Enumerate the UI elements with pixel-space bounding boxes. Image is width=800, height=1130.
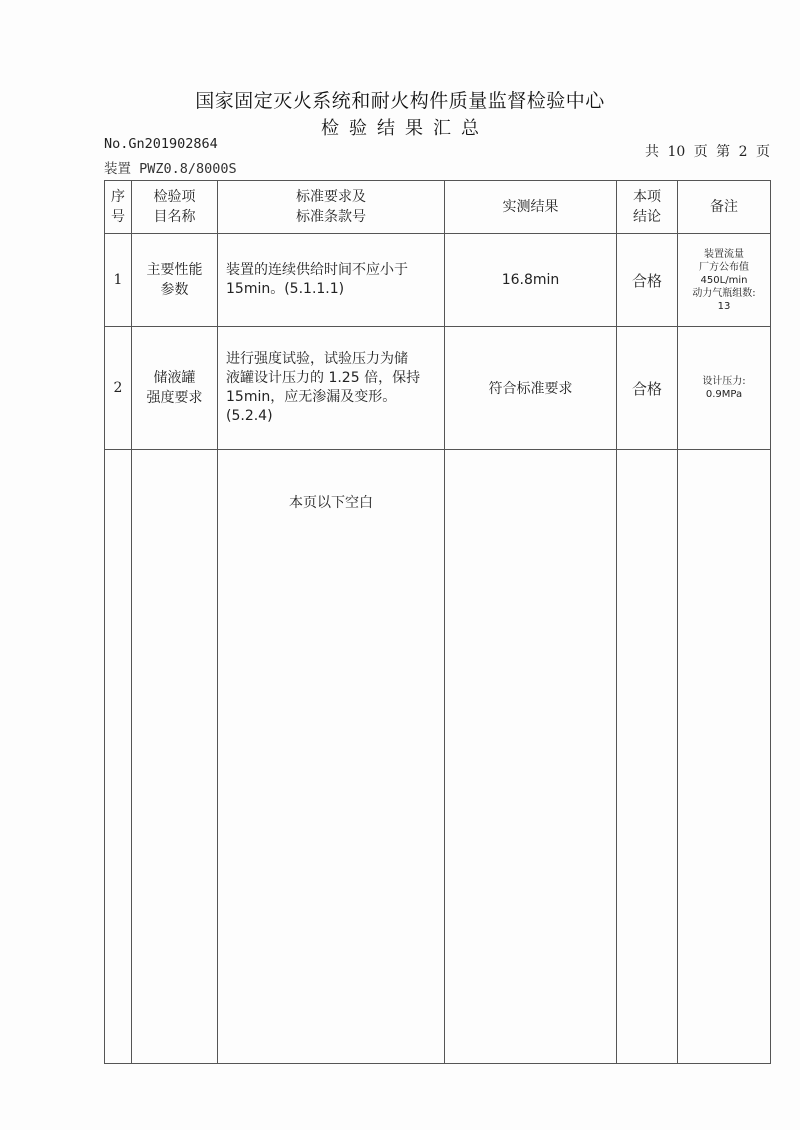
row-conclusion: 合格 xyxy=(617,234,678,327)
row-note: 设计压力: 0.9MPa xyxy=(678,327,771,450)
row-seq: 2 xyxy=(105,327,132,450)
row-result: 16.8min xyxy=(445,234,617,327)
col-header-result: 实测结果 xyxy=(445,181,617,234)
report-number: No.Gn201902864 xyxy=(104,136,218,152)
blank-cell xyxy=(445,450,617,1064)
device-model: 装置 PWZ0.8/8000S xyxy=(104,161,237,177)
blank-cell xyxy=(218,450,445,1064)
row-result: 符合标准要求 xyxy=(445,327,617,450)
blank-cell xyxy=(132,450,218,1064)
col-header-requirement: 标准要求及 标准条款号 xyxy=(218,181,445,234)
blank-page-note: 本页以下空白 xyxy=(289,495,373,511)
row-item: 储液罐 强度要求 xyxy=(132,327,218,450)
page-info: 共 10 页 第 2 页 xyxy=(645,144,770,160)
table-blank-row xyxy=(105,450,771,1064)
row-item: 主要性能 参数 xyxy=(132,234,218,327)
blank-cell xyxy=(678,450,771,1064)
document-title: 检验结果汇总 xyxy=(321,118,489,139)
results-table xyxy=(104,180,771,1064)
col-header-note: 备注 xyxy=(678,181,771,234)
table-row xyxy=(105,234,771,327)
row-note: 装置流量 厂方公布值 450L/min 动力气瓶组数: 13 xyxy=(678,234,771,327)
table-header-row xyxy=(105,181,771,234)
row-requirement: 装置的连续供给时间不应小于 15min。(5.1.1.1) xyxy=(218,234,445,327)
row-requirement: 进行强度试验，试验压力为储 液罐设计压力的 1.25 倍，保持 15min，应无渗漏及变形。 (5.2.4) xyxy=(218,327,445,450)
col-header-seq: 序 号 xyxy=(105,181,132,234)
row-conclusion: 合格 xyxy=(617,327,678,450)
row-seq: 1 xyxy=(105,234,132,327)
blank-cell xyxy=(105,450,132,1064)
table-row xyxy=(105,327,771,450)
organization-title: 国家固定灭火系统和耐火构件质量监督检验中心 xyxy=(195,90,605,112)
col-header-item: 检验项 目名称 xyxy=(132,181,218,234)
blank-cell xyxy=(617,450,678,1064)
col-header-conclusion: 本项 结论 xyxy=(617,181,678,234)
